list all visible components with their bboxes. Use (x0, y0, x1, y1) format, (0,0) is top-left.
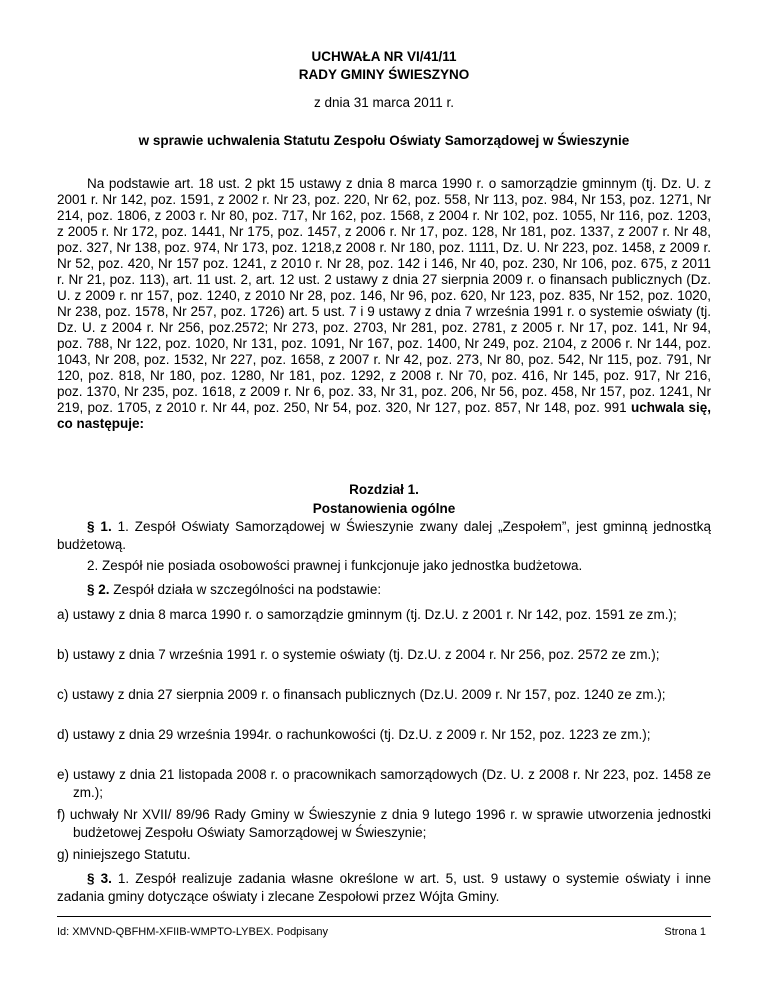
council-name: RADY GMINY ŚWIESZYNO (298, 67, 470, 82)
preamble-closing: uchwala się, co następuje: (57, 400, 711, 431)
section-3-text: 1. Zespół realizuje zadania własne określone w art. 5, ust. 9 ustawy o systemie oświaty i inne zadania gminy dotyczące oświaty i zlecane Zespołowi przez Wójta Gminy. (57, 871, 711, 904)
resolution-number: UCHWAŁA NR VI/41/11 (311, 49, 457, 64)
resolution-date: z dnia 31 marca 2011 r. (313, 95, 455, 110)
list-item: d) ustawy z dnia 29 września 1994r. o rachunkowości (tj. Dz.U. z 2009 r. Nr 152, poz. 1223 ze zm.); (57, 727, 651, 742)
section-1-paragraph-2: 2. Zespół nie posiada osobowości prawnej i funkcjonuje jako jednostka budżetowa. (87, 558, 583, 573)
list-item: a) ustawy z dnia 8 marca 1990 r. o samorządzie gminnym (tj. Dz.U. z 2001 r. Nr 142, poz. 1591 ze zm.); (57, 607, 677, 622)
list-item: f) uchwały Nr XVII/ 89/96 Rady Gminy w Świeszynie z dnia 9 lutego 1996 r. w sprawie utworzenia jednostki budżetowej Zespołu Oświaty Samorządowej w Świeszynie; (57, 807, 711, 840)
list-item: b) ustawy z dnia 7 września 1991 r. o systemie oświaty (tj. Dz.U. z 2004 r. Nr 256, poz. 2572 ze zm.); (57, 647, 660, 662)
section-1-mark: § 1. (87, 519, 112, 534)
chapter-heading (0, 480, 768, 518)
preamble (57, 176, 711, 432)
section-2-mark: § 2. (87, 582, 110, 597)
list-item: c) ustawy z dnia 27 sierpnia 2009 r. o finansach publicznych (Dz.U. 2009 r. Nr 157, poz. 1240 ze zm.); (57, 687, 666, 702)
chapter-number: Rozdział 1. (349, 482, 419, 497)
section-2-intro-text: Zespół działa w szczególności na podstawie: (109, 582, 382, 597)
section-1-text: 1. Zespół Oświaty Samorządowej w Świeszynie zwany dalej „Zespołem”, jest gminną jednostką budżetową. (57, 519, 711, 552)
list-item: e) ustawy z dnia 21 listopada 2008 r. o pracownikach samorządowych (Dz. U. z 2008 r. Nr 223, poz. 1458 ze zm.); (57, 767, 711, 800)
section-1-paragraph-1 (57, 518, 711, 554)
footer-divider (57, 916, 711, 917)
section-2-intro (57, 581, 711, 599)
section-3-mark: § 3. (87, 871, 112, 886)
resolution-title (0, 48, 768, 84)
section-3-paragraph-1 (57, 870, 711, 906)
preamble-text: Na podstawie art. 18 ust. 2 pkt 15 ustawy z dnia 8 marca 1990 r. o samorządzie gminnym (tj. Dz. U. z 2001 r. Nr 142, poz. 1591, z 2002 r. Nr 23, poz. 220, Nr 62, poz. 558, Nr 113, poz. 984, Nr 153, poz. 1271, Nr 214, poz. 1806, z 2003 r. Nr 80, poz. 717, Nr 162, poz. 1568, z 2004 r. Nr 102, poz. 1055, Nr 116, poz. 1203, z 2005 r. Nr 172, poz. 1441, Nr 175, poz. 1457, z 2006 r. Nr 17, poz. 128, Nr 181, poz. 1337, z 2007 r. Nr 48, poz. 327, Nr 138, poz. 974, Nr 173, poz. 1218,z 2008 r. Nr 180, poz. 1111, Dz. U. Nr 223, poz. 1458, z 2009 r. Nr 52, poz. 420, Nr 157 poz. 1241, z 2010 r. Nr 28, poz. 142 i 146, Nr 40, poz. 230, Nr 106, poz. 675, z 2011 r. Nr 21, poz. 113), art. 11 ust. 2, art. 12 ust. 2 ustawy z dnia 27 sierpnia 2009 r. o finansach publicznych (Dz. U. z 2009 r. nr 157, poz. 1240, z 2010 Nr 28, poz. 146, Nr 96, poz. 620, Nr 123, poz. 835, Nr 152, poz. 1020, Nr 238, poz. 1578, Nr 257, poz. 1726) art. 5 ust. 7 i 9 ustawy z dnia 7 września 1991 r. o systemie oświaty (tj. Dz. U. z 2004 r. Nr 256, poz.2572; Nr 273, poz. 2703, Nr 281, poz. 2781, z 2005 r. Nr 17, poz. 141, Nr 94, poz. 788, Nr 122, poz. 1020, Nr 131, poz. 1091, Nr 167, poz. 1400, Nr 249, poz. 2104, z 2006 r. Nr 144, poz. 1043, Nr 208, poz. 1532, Nr 227, poz. 1658, z 2007 r. Nr 42, poz. 273, Nr 80, poz. 542, Nr 115, poz. 791, Nr 120, poz. 818, Nr 180, poz. 1280, Nr 181, poz. 1292, z 2008 r. Nr 70, poz. 416, Nr 145, poz. 917, Nr 216, poz. 1370, Nr 235, poz. 1618, z 2009 r. Nr 6, poz. 33, Nr 31, poz. 206, Nr 56, poz. 458, Nr 157, poz. 1241, Nr 219, poz. 1705, z 2010 r. Nr 44, poz. 250, Nr 54, poz. 320, Nr 127, poz. 857, Nr 148, poz. 991 (57, 176, 711, 415)
page-number: Strona 1 (664, 926, 706, 938)
resolution-subject: w sprawie uchwalenia Statutu Zespołu Oświaty Samorządowej w Świeszynie (138, 133, 630, 148)
chapter-title: Postanowienia ogólne (312, 501, 456, 516)
document-id: Id: XMVND-QBFHM-XFIIB-WMPTO-LYBEX. Podpisany (57, 926, 328, 938)
list-item: g) niniejszego Statutu. (57, 847, 191, 862)
